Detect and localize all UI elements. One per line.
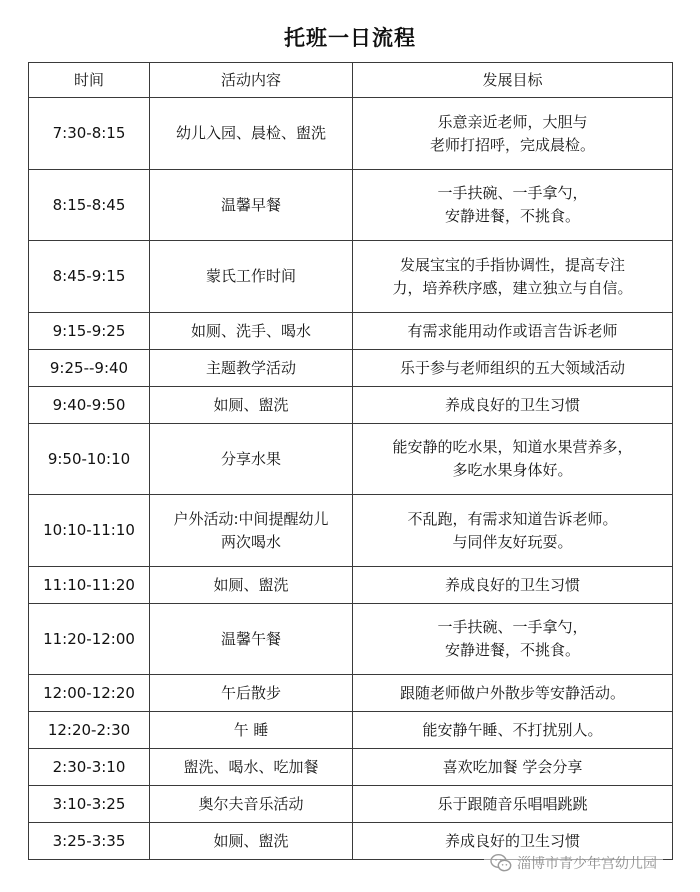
time-cell: 8:45-9:15 <box>29 241 150 313</box>
activity-cell <box>150 786 353 823</box>
goal-line: 乐于跟随音乐唱唱跳跳 <box>437 794 588 813</box>
activity-cell <box>150 567 353 604</box>
goal-line: 一手扶碗、一手拿勺， <box>437 618 588 636</box>
table-row <box>29 712 673 749</box>
goal-cell <box>353 749 673 786</box>
time-cell: 7:30-8:15 <box>29 98 150 170</box>
goal-line: 安静进餐，不挑食。 <box>444 641 580 659</box>
table-row <box>29 98 673 170</box>
activity-cell <box>150 98 353 170</box>
activity-line: 盥洗、喝水、吃加餐 <box>183 757 319 776</box>
time-cell: 8:15-8:45 <box>29 170 150 241</box>
activity-cell <box>150 604 353 675</box>
goal-line: 养成良好的卫生习惯 <box>444 575 580 594</box>
time-cell: 11:10-11:20 <box>29 567 150 604</box>
goal-line: 与同伴友好玩耍。 <box>452 532 573 551</box>
goal-line: 发展宝宝的手指协调性，提高专注 <box>399 255 625 274</box>
activity-cell <box>150 712 353 749</box>
activity-cell <box>150 313 353 350</box>
table-row <box>29 786 673 823</box>
table-row <box>29 170 673 241</box>
time-cell: 12:00-12:20 <box>29 675 150 712</box>
goal-cell <box>353 786 673 823</box>
goal-cell <box>353 495 673 567</box>
time-cell: 11:20-12:00 <box>29 604 150 675</box>
goal-cell <box>353 675 673 712</box>
activity-cell <box>150 241 353 313</box>
goal-line: 养成良好的卫生习惯 <box>444 831 580 850</box>
goal-cell <box>353 98 673 170</box>
goal-cell <box>353 424 673 495</box>
table-row <box>29 313 673 350</box>
activity-cell <box>150 495 353 567</box>
header-row <box>29 63 673 98</box>
activity-line: 温馨午餐 <box>220 629 281 648</box>
goal-cell <box>353 313 673 350</box>
activity-line: 奥尔夫音乐活动 <box>198 794 304 813</box>
activity-line: 两次喝水 <box>220 532 281 551</box>
goal-line: 跟随老师做户外散步等安静活动。 <box>399 683 625 702</box>
time-cell: 9:25--9:40 <box>29 350 150 387</box>
goal-cell <box>353 170 673 241</box>
activity-line: 温馨早餐 <box>220 195 281 214</box>
activity-cell <box>150 350 353 387</box>
activity-line: 主题教学活动 <box>205 358 296 377</box>
goal-line: 能安静午睡、不打扰别人。 <box>422 720 603 739</box>
goal-line: 乐意亲近老师，大胆与 <box>437 112 588 131</box>
activity-cell <box>150 387 353 424</box>
activity-line: 午后散步 <box>220 683 281 702</box>
table-row <box>29 495 673 567</box>
activity-line: 如厕、盥洗 <box>213 575 289 594</box>
activity-cell <box>150 823 353 860</box>
goal-cell <box>353 350 673 387</box>
goal-line: 力，培养秩序感，建立独立与自信。 <box>392 278 633 297</box>
table-row <box>29 350 673 387</box>
goal-line: 安静进餐，不挑食。 <box>444 207 580 225</box>
time-cell: 10:10-11:10 <box>29 495 150 567</box>
goal-cell <box>353 567 673 604</box>
time-cell: 12:20-2:30 <box>29 712 150 749</box>
goal-line: 多吃水果身体好。 <box>452 461 573 479</box>
table-row <box>29 567 673 604</box>
activity-cell <box>150 170 353 241</box>
activity-line: 蒙氏工作时间 <box>205 267 296 285</box>
watermark <box>484 849 663 877</box>
time-cell: 9:50-10:10 <box>29 424 150 495</box>
header-activity: 活动内容 <box>150 63 353 98</box>
goal-line: 不乱跑，有需求知道告诉老师。 <box>407 509 618 528</box>
goal-line: 喜欢吃加餐 学会分享 <box>442 757 583 776</box>
goal-line: 有需求能用动作或语言告诉老师 <box>407 321 618 340</box>
table-row <box>29 424 673 495</box>
watermark-text: 淄博市青少年宫幼儿园 <box>517 856 657 872</box>
goal-cell <box>353 241 673 313</box>
goal-line: 养成良好的卫生习惯 <box>444 395 580 414</box>
header-time: 时间 <box>29 63 150 98</box>
goal-cell <box>353 604 673 675</box>
activity-line: 如厕、盥洗 <box>213 395 289 414</box>
activity-line: 幼儿入园、晨检、盥洗 <box>175 124 326 142</box>
time-cell: 3:10-3:25 <box>29 786 150 823</box>
goal-line: 一手扶碗、一手拿勺， <box>437 184 588 202</box>
page-title: 托班一日流程 <box>284 26 416 50</box>
time-cell: 2:30-3:10 <box>29 749 150 786</box>
time-cell: 9:40-9:50 <box>29 387 150 424</box>
activity-line: 如厕、盥洗 <box>213 831 289 850</box>
table-row <box>29 604 673 675</box>
table-row <box>29 241 673 313</box>
activity-cell <box>150 675 353 712</box>
goal-line: 乐于参与老师组织的五大领域活动 <box>399 358 625 377</box>
goal-cell <box>353 712 673 749</box>
table-row <box>29 749 673 786</box>
table-row <box>29 387 673 424</box>
time-cell: 9:15-9:25 <box>29 313 150 350</box>
table-row <box>29 675 673 712</box>
activity-line: 午 睡 <box>233 720 269 739</box>
goal-cell <box>353 387 673 424</box>
header-goal: 发展目标 <box>353 63 673 98</box>
schedule-table <box>28 62 673 860</box>
activity-line: 如厕、洗手、喝水 <box>190 321 311 340</box>
goal-line: 老师打招呼，完成晨检。 <box>429 135 595 154</box>
goal-line: 能安静的吃水果，知道水果营养多， <box>392 438 633 456</box>
activity-line: 户外活动:中间提醒幼儿 <box>173 509 329 528</box>
activity-cell <box>150 424 353 495</box>
wechat-icon <box>490 853 512 873</box>
time-cell: 3:25-3:35 <box>29 823 150 860</box>
activity-line: 分享水果 <box>220 449 281 468</box>
activity-cell <box>150 749 353 786</box>
